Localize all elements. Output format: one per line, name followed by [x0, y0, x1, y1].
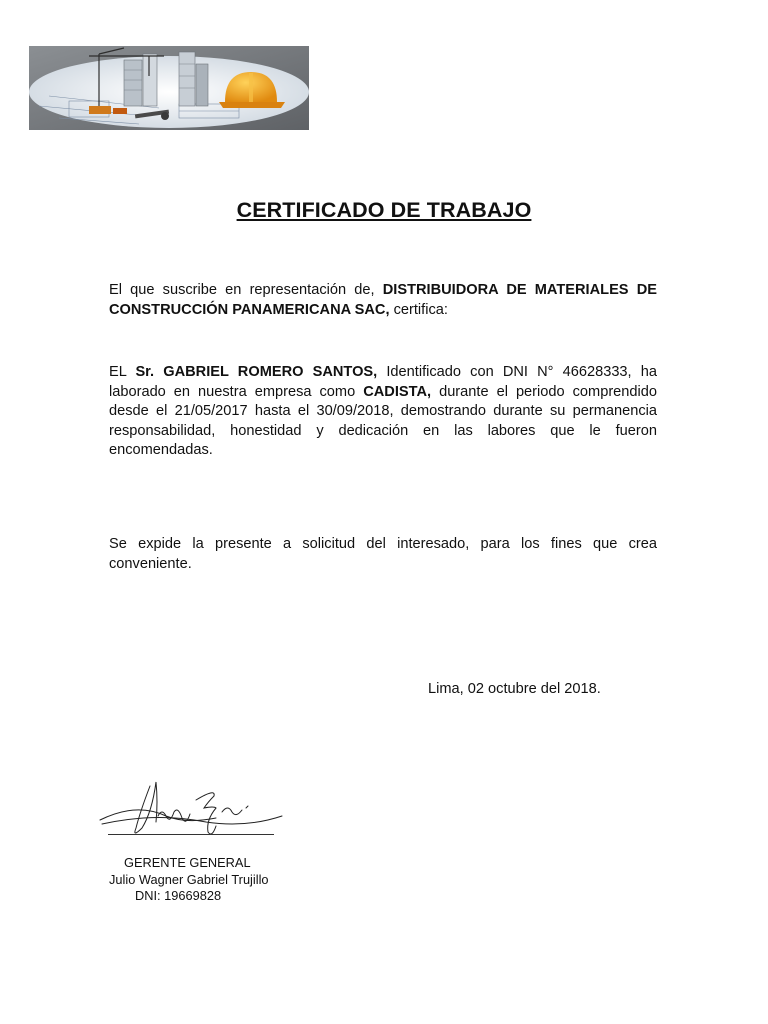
body-text-1: Identificado con DNI N° 46628333, ha laborado en nuestra empresa como [109, 364, 657, 400]
intro-text: El que suscribe en representación de, [109, 282, 375, 298]
signer-dni: DNI: 19669828 [135, 888, 222, 903]
construction-banner-image [29, 46, 309, 130]
signer-name: Julio Wagner Gabriel Trujillo [109, 872, 269, 887]
body-text-2: durante el periodo comprendido desde el 21/05/2017 hasta el 30/09/2018, demostrando durante su permanencia responsabilidad, honestidad y dedicación en las labores que le fueron encomendadas. [109, 383, 657, 458]
signature-line [108, 834, 274, 835]
body-paragraph [109, 363, 657, 461]
employee-position: CADISTA, [363, 383, 432, 400]
company-name: DISTRIBUIDORA DE MATERIALES DE CONSTRUCCIÓN PANAMERICANA SAC, [109, 282, 657, 318]
closing-paragraph: Se expide la presente a solicitud del interesado, para los fines que crea conveniente. [109, 536, 657, 572]
intro-paragraph [109, 281, 657, 320]
employee-name: Sr. GABRIEL ROMERO SANTOS, [135, 364, 378, 380]
document-title: CERTIFICADO DE TRABAJO [236, 198, 532, 222]
body-el: EL [109, 364, 127, 380]
signer-title: GERENTE GENERAL [124, 855, 251, 870]
intro-certifica: certifica: [393, 301, 448, 318]
place-date: Lima, 02 octubre del 2018. [428, 681, 601, 697]
